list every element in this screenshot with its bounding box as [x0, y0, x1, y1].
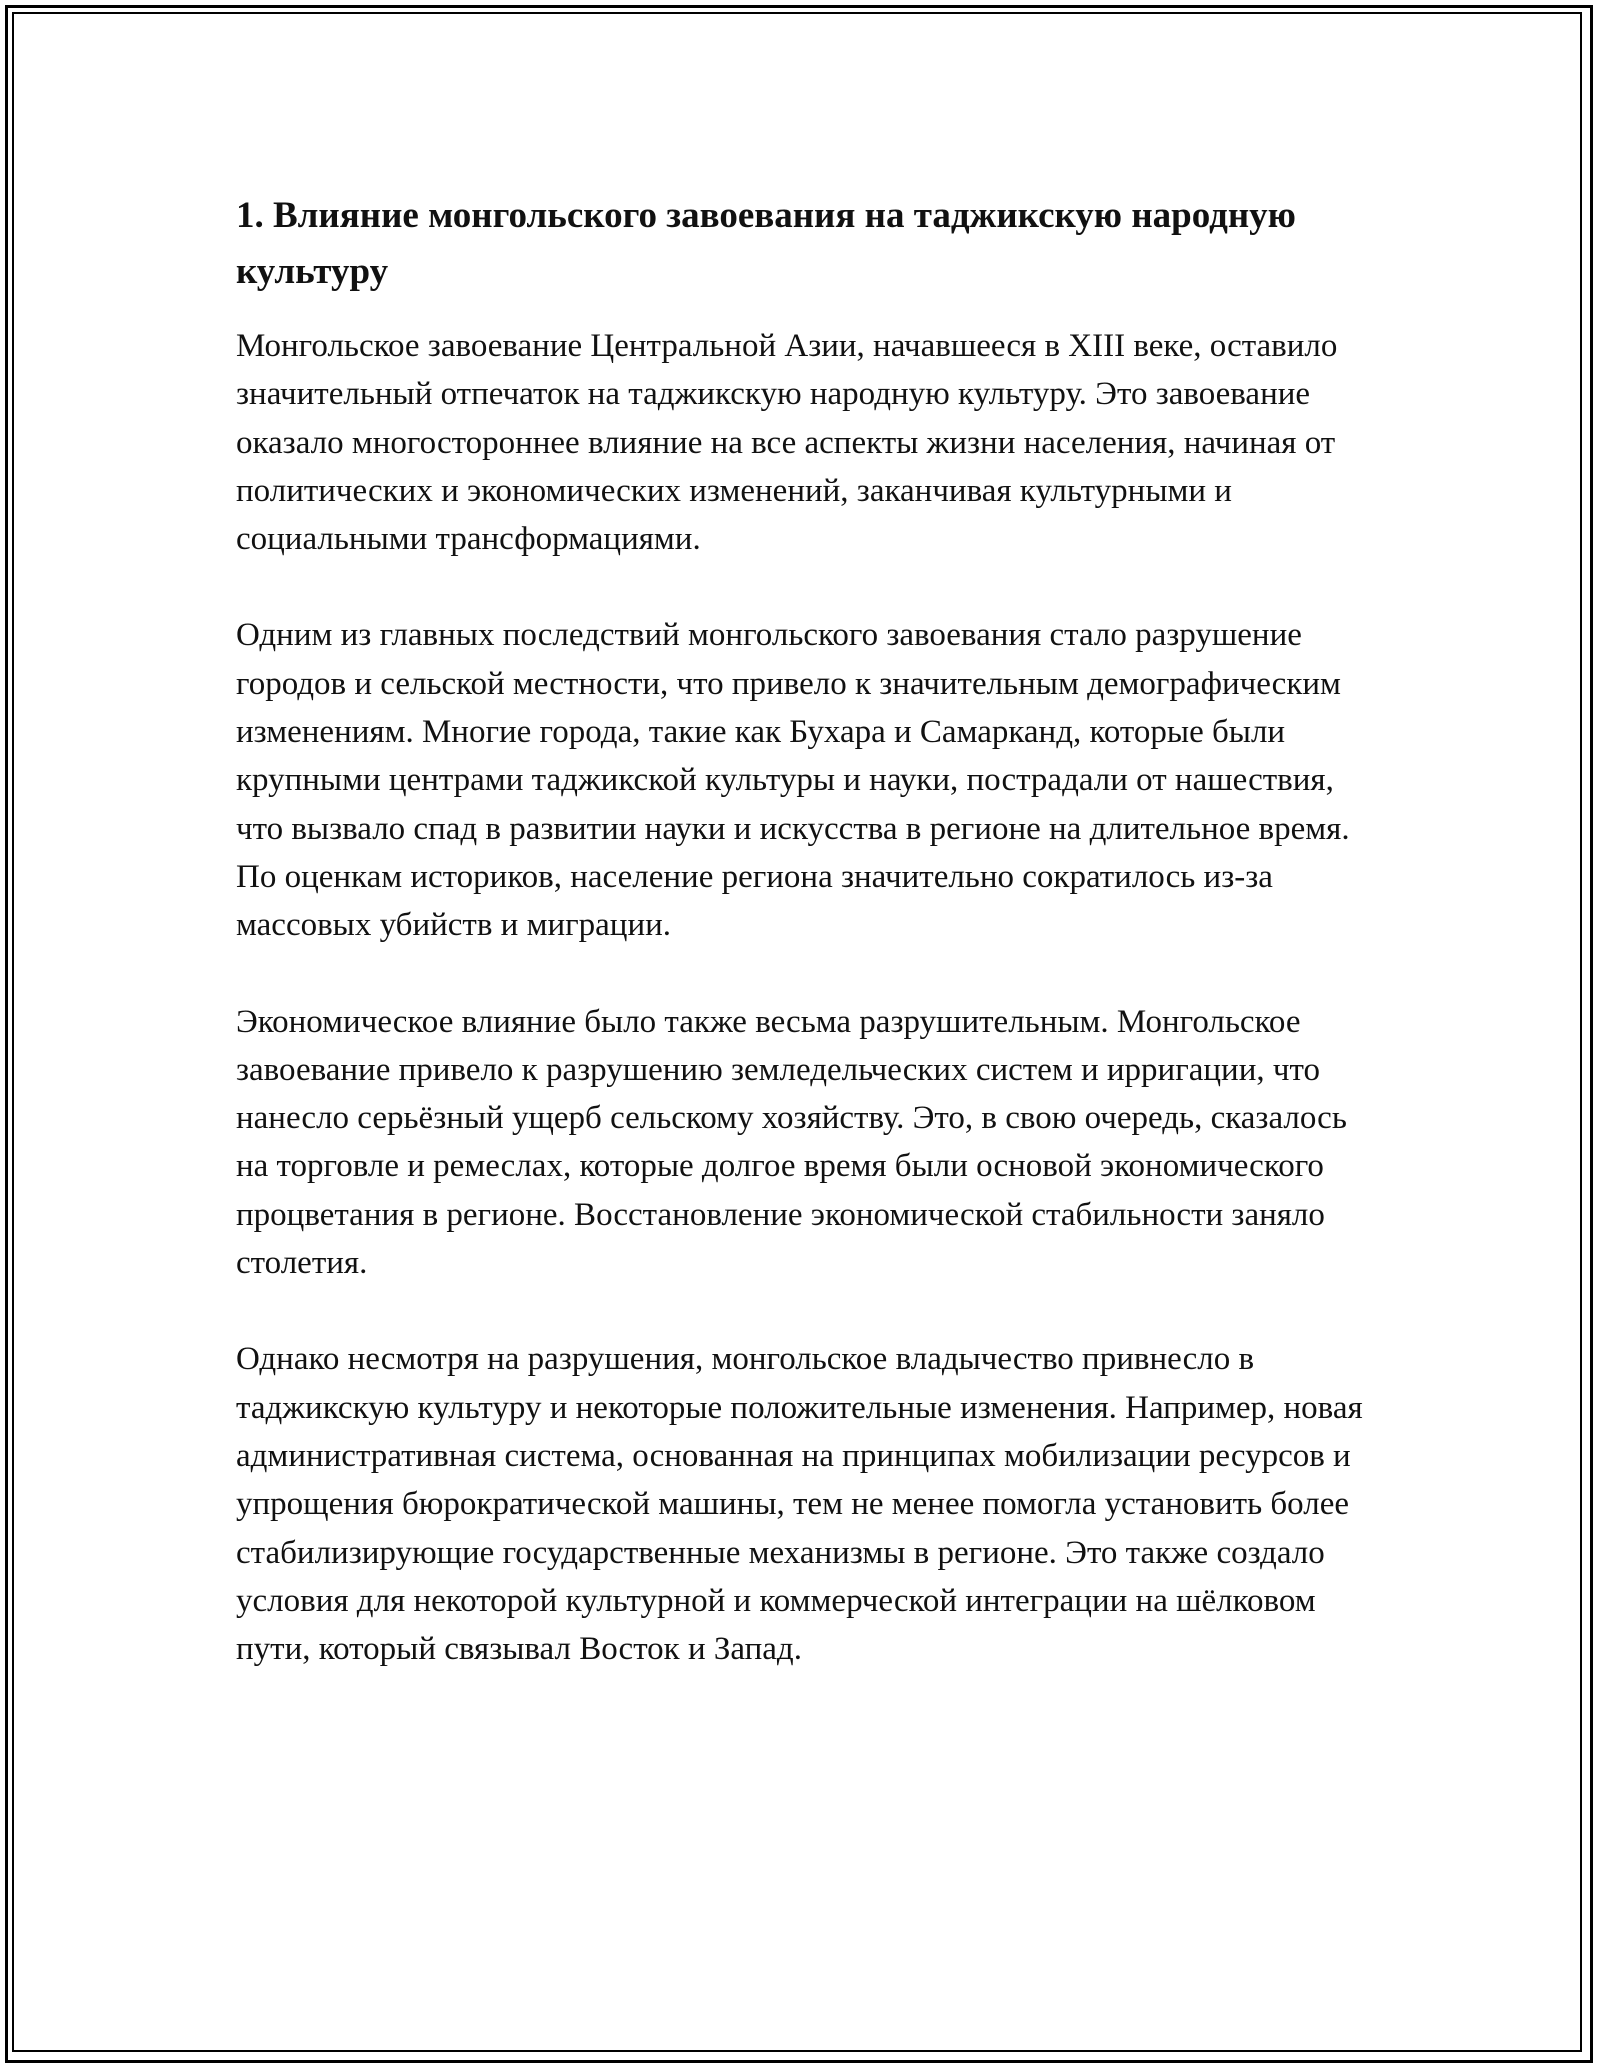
paragraph-3: Экономическое влияние было также весьма разрушительным. Монгольское завоевание привело к разрушению земледельческих систем и ирригации, что нанесло серьёзный ущерб сельскому хозяйству. Это, в свою очередь, сказалось на торговле и ремеслах, которые долгое время были основой экономического процветания в регионе. Восстановление экономической стабильности заняло столетия.: [236, 1003, 1347, 1282]
paragraph-4: Однако несмотря на разрушения, монгольское владычество привнесло в таджикскую культуру и некоторые положительные изменения. Например, новая административная система, основанная на принципах мобилизации ресурсов и упрощения бюрократической машины, тем не менее помогла установить более стабилизирующие государственные механизмы в регионе. Это также создало условия для некоторой культурной и коммерческой интеграции на шёлковом пути, который связывал Восток и Запад.: [236, 1341, 1363, 1668]
paragraph-2: Одним из главных последствий монгольского завоевания стало разрушение городов и сельской местности, что привело к значительным демографическим изменениям. Многие города, такие как Бухара и Самарканд, которые были крупными центрами таджикской культуры и науки, пострадали от нашествия, что вызвало спад в развитии науки и искусства в регионе на длительное время. По оценкам историков, население региона значительно сократилось из-за массовых убийств и миграции.: [236, 617, 1350, 944]
section-heading: 1. Влияние монгольского завоевания на таджикскую народную культуру: [236, 195, 1296, 292]
document-body: [236, 188, 1371, 1721]
paragraph-1: Монгольское завоевание Центральной Азии, начавшееся в XIII веке, оставило значительный отпечаток на таджикскую народную культуру. Это завоевание оказало многостороннее влияние на все аспекты жизни населения, начиная от политических и экономических изменений, заканчивая культурными и социальными трансформациями.: [236, 328, 1338, 558]
